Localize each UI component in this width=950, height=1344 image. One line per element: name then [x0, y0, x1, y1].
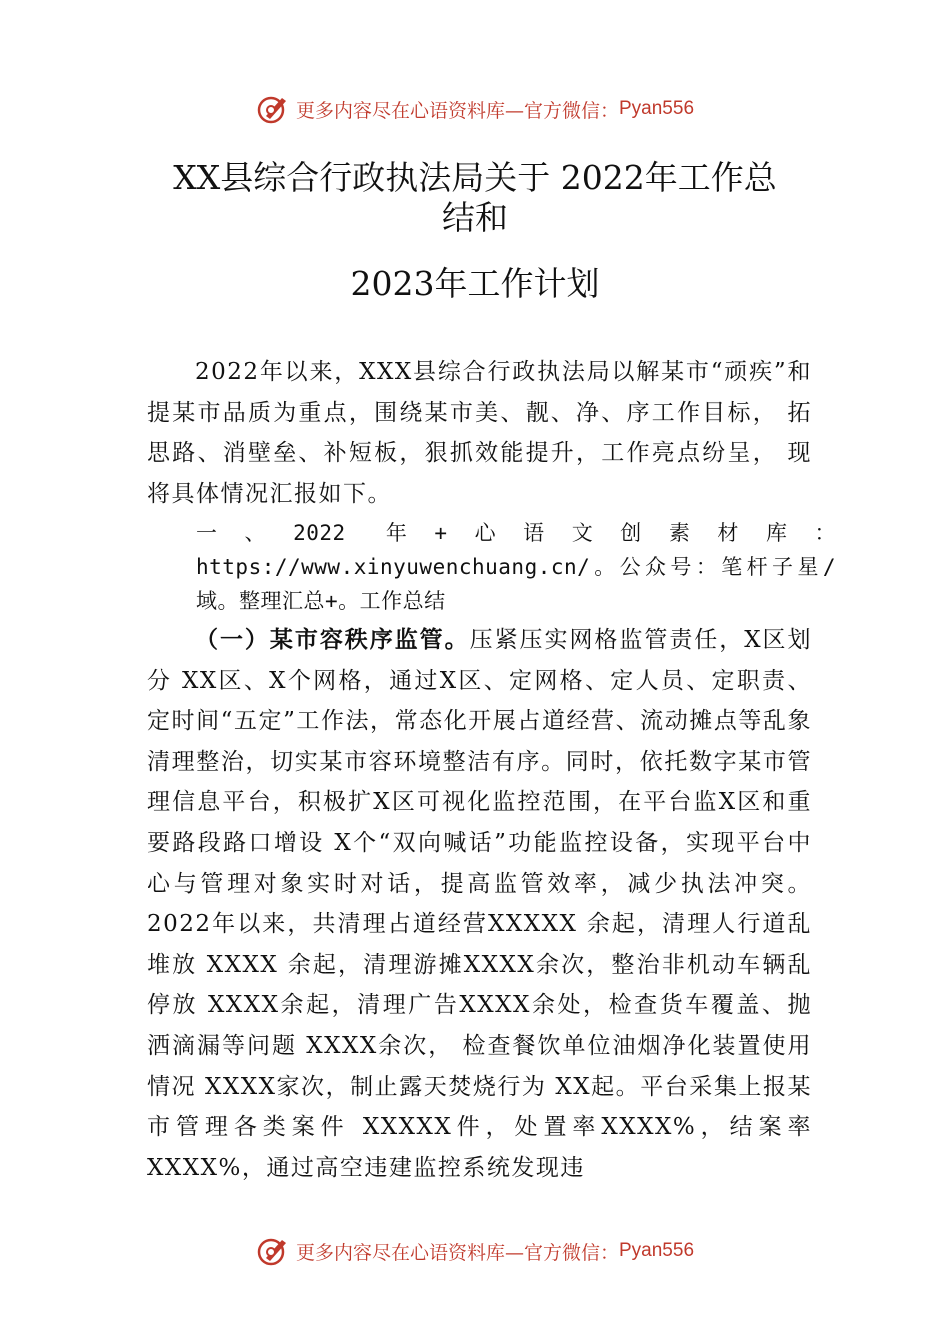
watermark-id: Pyan556 [619, 98, 695, 119]
item-1-paragraph [147, 620, 812, 1188]
section-heading-1: 一、2022 年+心语文创素材库：https://www.xinyuwenchuang.cn/。公众号：笔杆子星/域。整理汇总+。工作总结 [196, 521, 836, 613]
intro-paragraph: 2022年以来，XXX县综合行政执法局以解某市“顽疾”和提某市品质为重点，围绕某市美、靓、净、序工作目标， 拓思路、消壁垒、补短板，狠抓效能提升，工作亮点纷呈， 现将具体情况汇报如下。 [147, 359, 812, 507]
pen-logo-icon [256, 1234, 290, 1268]
document-title-line-2: 结和 [442, 198, 508, 237]
item-1-heading: （一）某市容秩序监管。 [195, 626, 470, 653]
watermark-footer [0, 1234, 950, 1268]
document-title-line-1: XX县综合行政执法局关于 2022年工作总 [173, 158, 777, 197]
watermark-id: Pyan556 [619, 1240, 695, 1261]
document-title-line-3: 2023年工作计划 [350, 264, 600, 303]
watermark-text: 更多内容尽在心语资料库—官方微信： [295, 99, 619, 122]
watermark-text: 更多内容尽在心语资料库—官方微信： [295, 1241, 619, 1264]
watermark-header [0, 92, 950, 126]
item-1-body: 压紧压实网格监管责任，X区划分 XX区、X个网格，通过X区、定网格、定人员、定职责、定时间“五定”工作法，常态化开展占道经营、流动摊点等乱象清理整治，切实某市容环境整洁有序。同时，依托数字某市管理信息平台，积极扩X区可视化监控范围，在平台监X区和重要路段路口增设 X个“双向喊话”功能监控设备，实现平台中心与管理对象实时对话，提高监管效率，减少执法冲突。2022年以来，共清理占道经营XXXXX 余起，清理人行道乱堆放 XXXX 余起，清理游摊XXXX余次，整治非机动车辆乱停放 XXXX余起，清理广告XXXX余处，检查货车覆盖、抛洒滴漏等问题 XXXX余次， 检查餐饮单位油烟净化装置使用情况 XXXX家次，制止露天焚烧行为 XX起。平台采集上报某市管理各类案件 XXXXX件，处置率XXXX%，结案率 XXXX%，通过高空违建监控系统发现违 [147, 627, 813, 1181]
pen-logo-icon [256, 92, 290, 126]
